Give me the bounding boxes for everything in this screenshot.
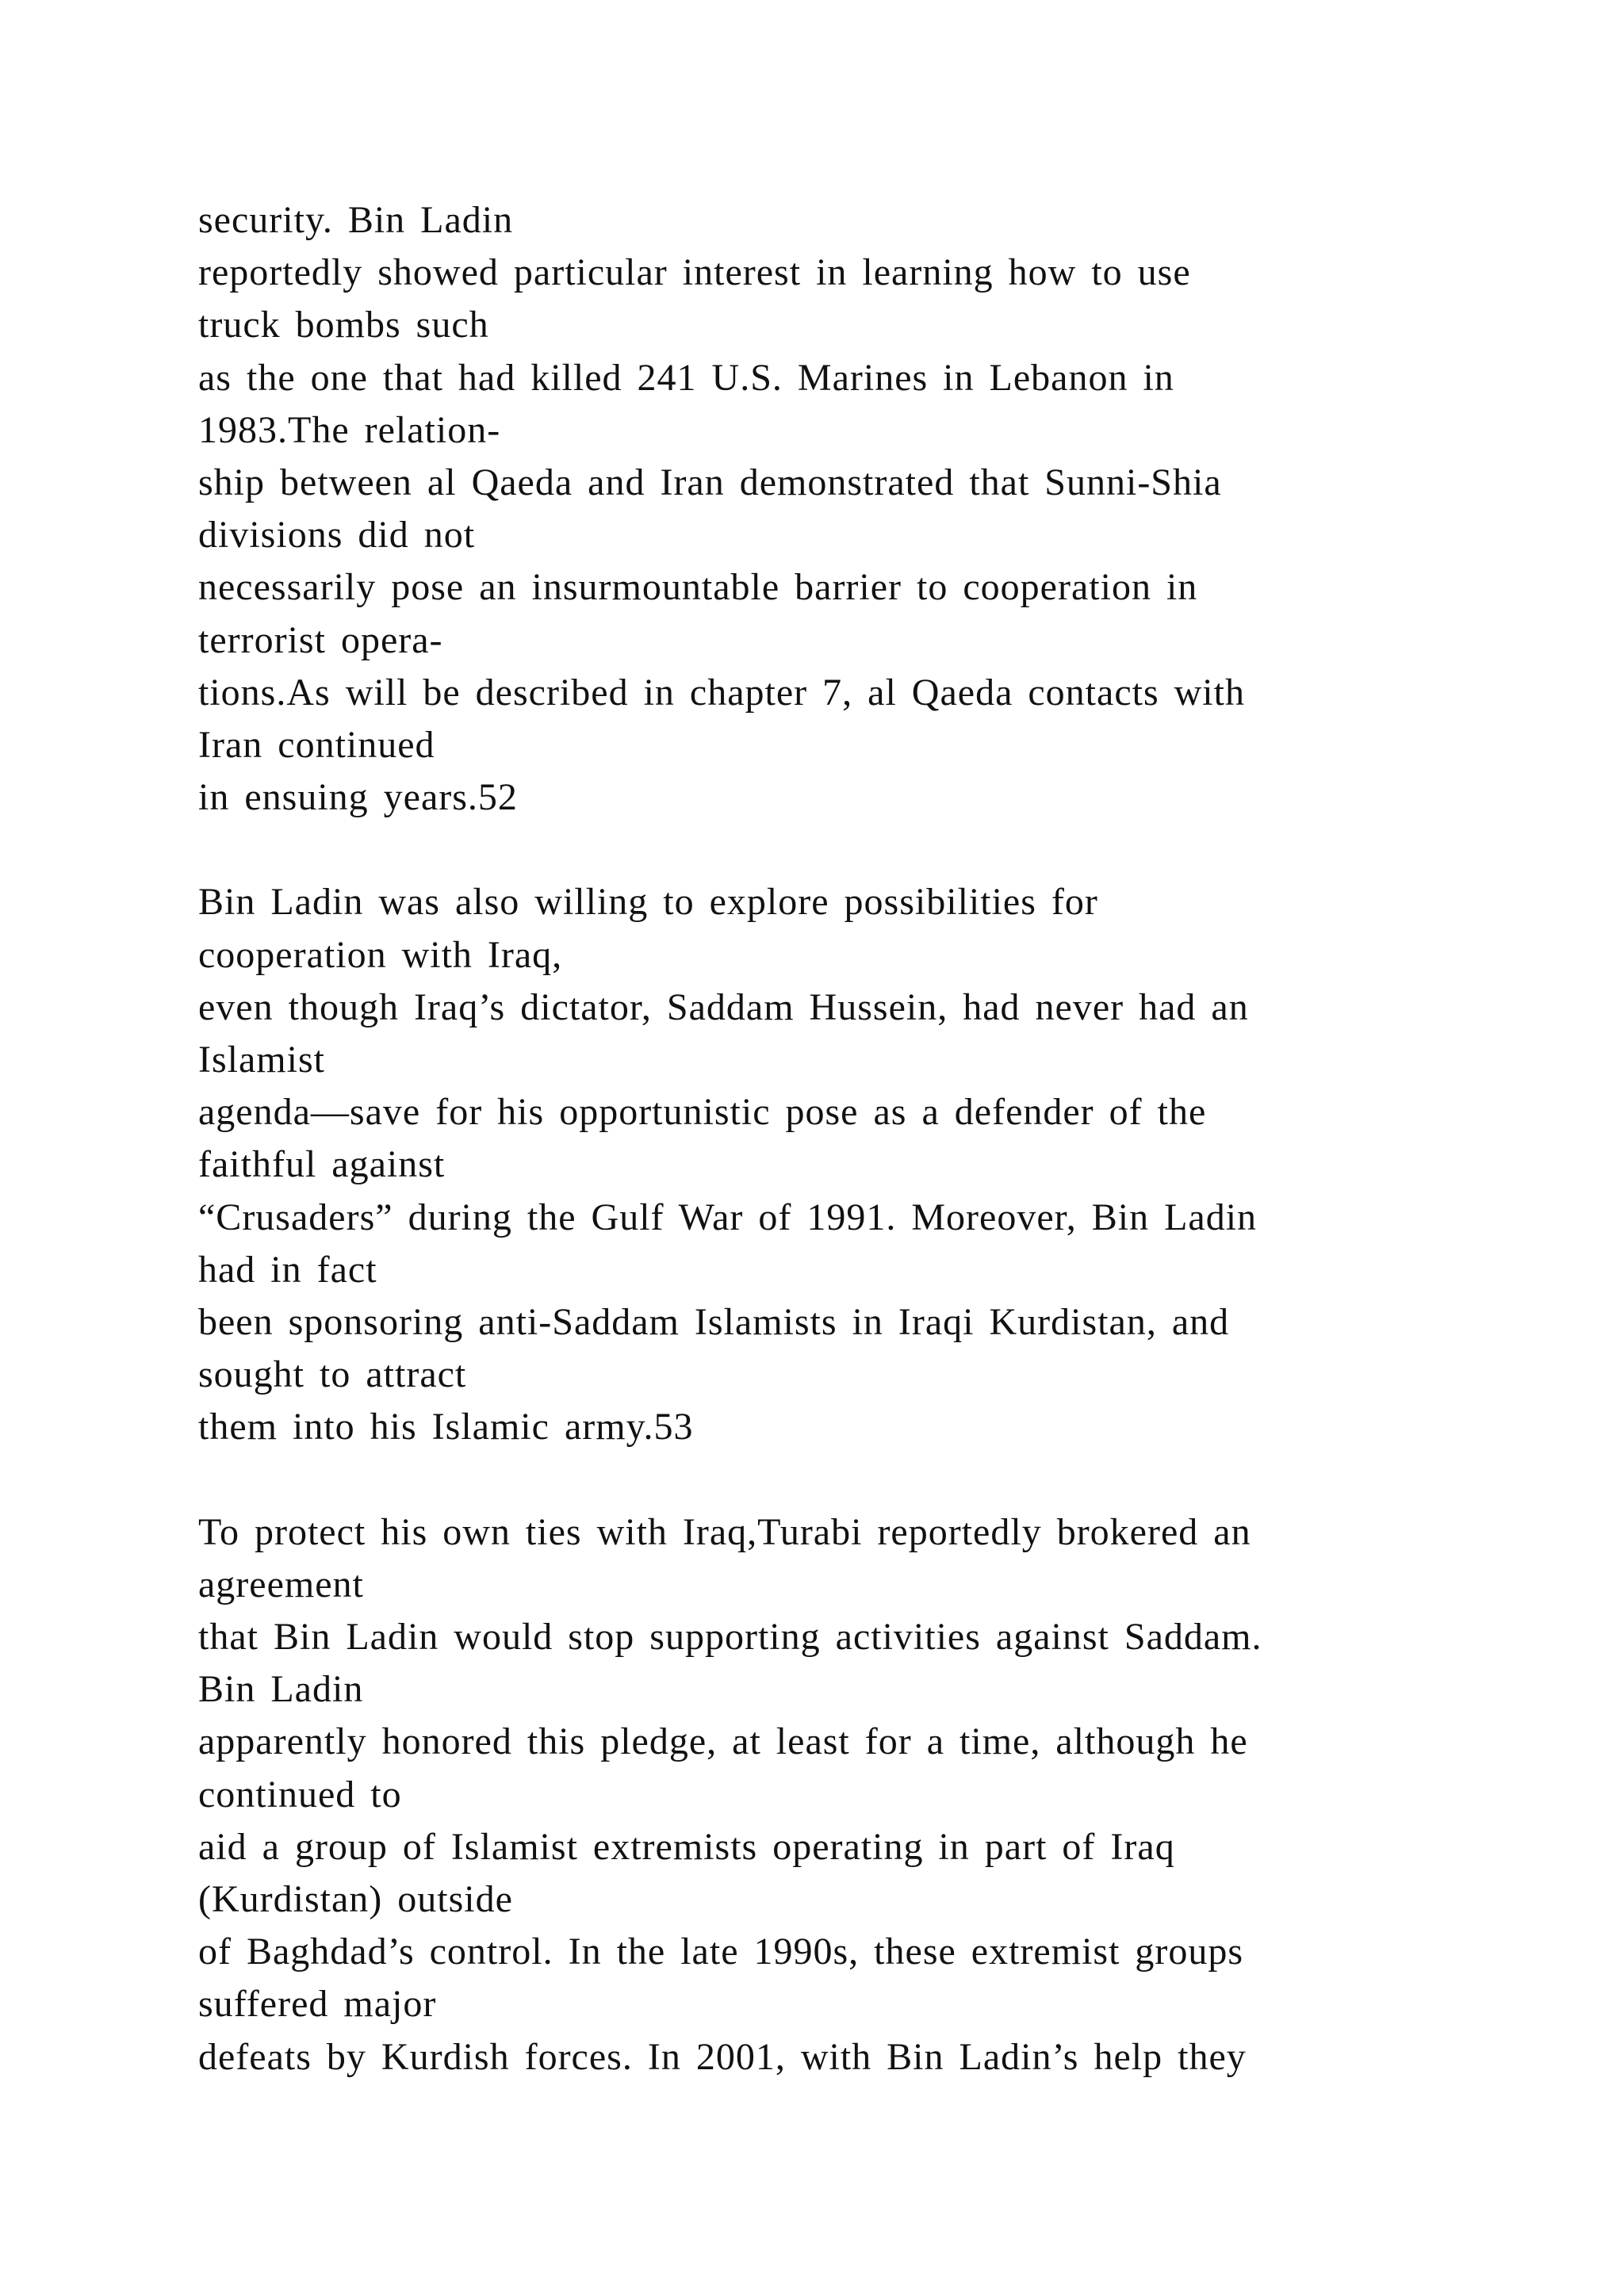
- text-line: Islamist: [198, 1039, 325, 1081]
- text-line: (Kurdistan) outside: [198, 1878, 513, 1920]
- text-line: been sponsoring anti-Saddam Islamists in Iraqi Kurdistan, and: [198, 1300, 1230, 1343]
- text-line: truck bombs such: [198, 304, 489, 346]
- text-line: even though Iraq’s dictator, Saddam Hussein, had never had an: [198, 985, 1249, 1028]
- text-line: had in fact: [198, 1248, 377, 1291]
- text-line: “Crusaders” during the Gulf War of 1991. Moreover, Bin Ladin: [198, 1196, 1258, 1238]
- text-line: Iran continued: [198, 723, 435, 766]
- paragraph: [198, 194, 1530, 824]
- paragraph: [198, 1506, 1530, 2084]
- text-line: suffered major: [198, 1983, 437, 2026]
- text-line: aid a group of Islamist extremists operating in part of Iraq: [198, 1825, 1175, 1868]
- text-line: in ensuing years.52: [198, 776, 518, 819]
- paragraph-gap: [198, 824, 1530, 876]
- text-line: reportedly showed particular interest in learning how to use: [198, 251, 1191, 294]
- text-line: of Baghdad’s control. In the late 1990s, these extremist groups: [198, 1931, 1244, 1973]
- text-line: 1983.The relation-: [198, 408, 501, 451]
- text-line: security. Bin Ladin: [198, 199, 514, 241]
- text-line: as the one that had killed 241 U.S. Marines in Lebanon in: [198, 356, 1174, 399]
- text-line: defeats by Kurdish forces. In 2001, with Bin Ladin’s help they: [198, 2035, 1247, 2078]
- text-line: tions.As will be described in chapter 7, al Qaeda contacts with: [198, 671, 1245, 714]
- text-line: divisions did not: [198, 514, 476, 557]
- text-line: Bin Ladin was also willing to explore possibilities for: [198, 881, 1098, 924]
- text-line: sought to attract: [198, 1353, 467, 1396]
- text-line: necessarily pose an insurmountable barrier to cooperation in: [198, 566, 1198, 609]
- text-line: terrorist opera-: [198, 618, 443, 661]
- text-line: apparently honored this pledge, at least for a time, although he: [198, 1720, 1248, 1763]
- text-line: that Bin Ladin would stop supporting activities against Saddam.: [198, 1616, 1262, 1659]
- text-line: Bin Ladin: [198, 1668, 364, 1711]
- text-line: To protect his own ties with Iraq,Turabi reportedly brokered an: [198, 1510, 1251, 1553]
- text-line: agenda—save for his opportunistic pose as a defender of the: [198, 1091, 1207, 1134]
- text-line: faithful against: [198, 1143, 446, 1186]
- text-line: continued to: [198, 1773, 402, 1816]
- paragraph: [198, 876, 1530, 1453]
- paragraph-gap: [198, 1454, 1530, 1506]
- text-line: cooperation with Iraq,: [198, 933, 563, 976]
- document-body: [198, 194, 1530, 2084]
- text-line: agreement: [198, 1563, 364, 1605]
- text-line: ship between al Qaeda and Iran demonstrated that Sunni-Shia: [198, 461, 1222, 503]
- text-line: them into his Islamic army.53: [198, 1406, 694, 1448]
